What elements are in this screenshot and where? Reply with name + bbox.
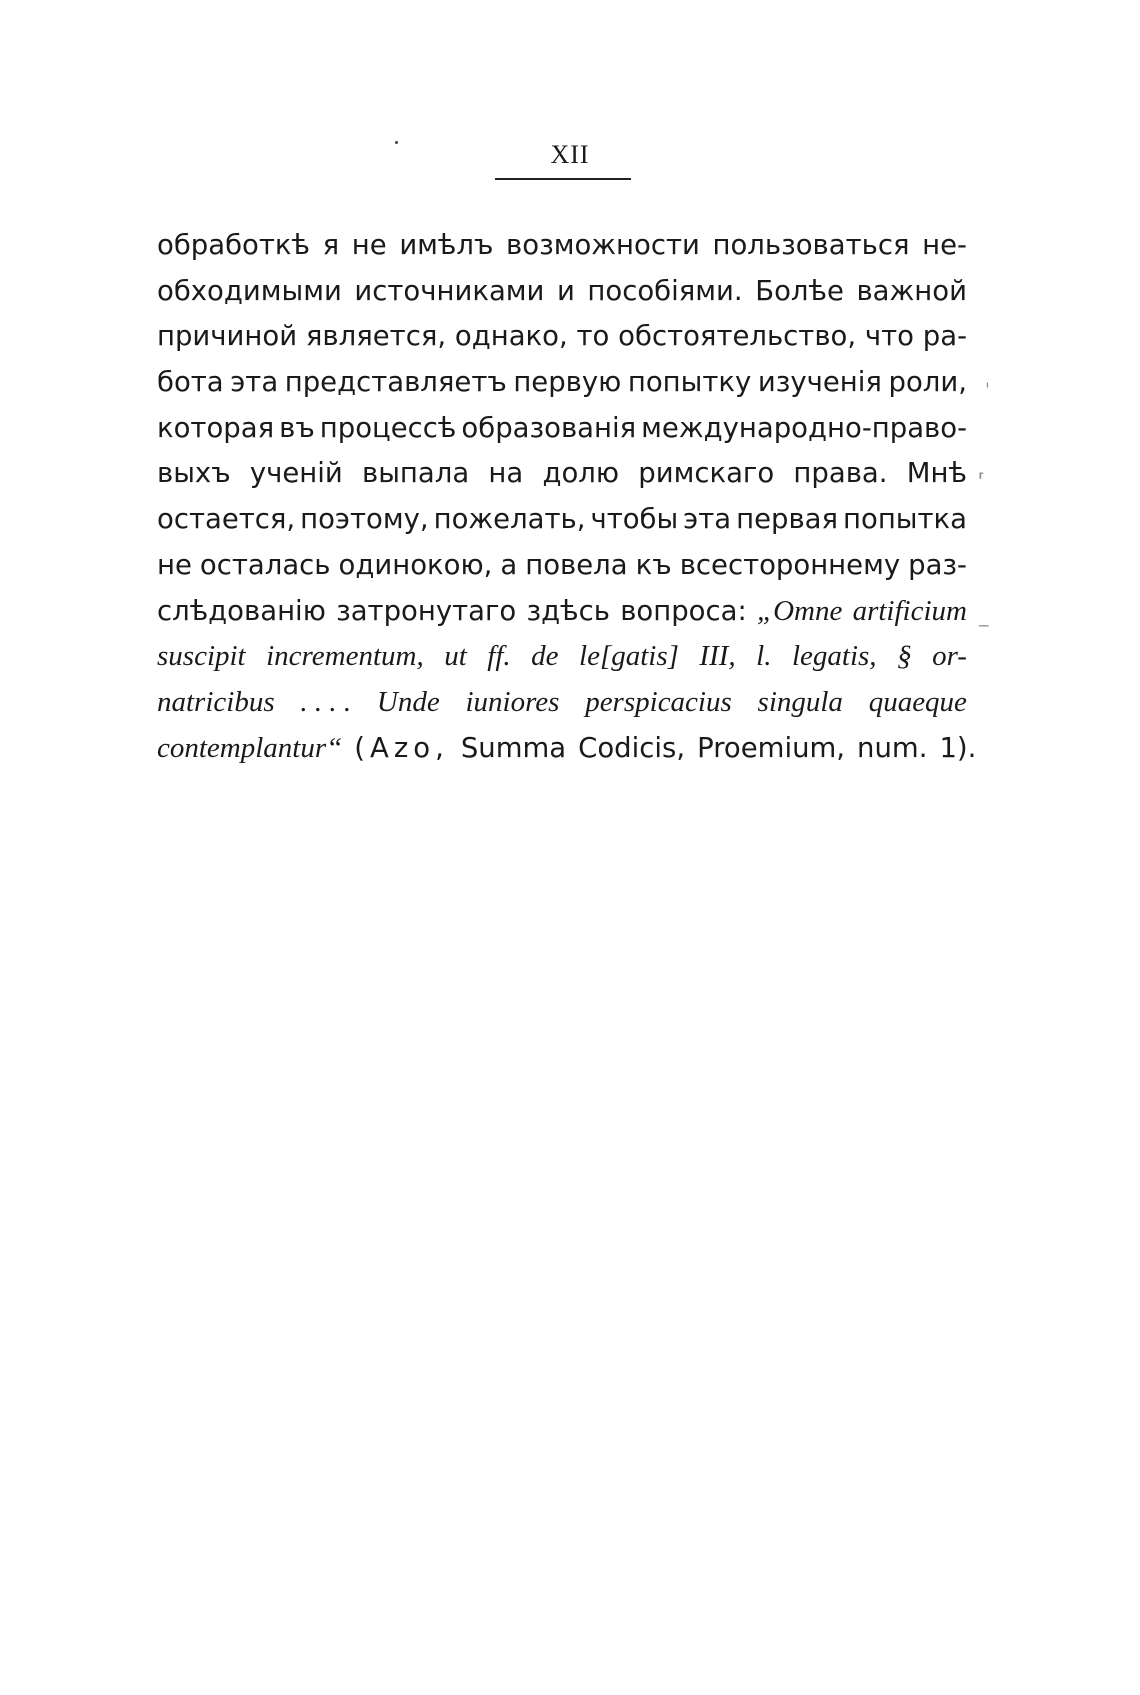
word: первую: [513, 366, 622, 399]
word: Codicis,: [578, 731, 686, 764]
word: долю: [542, 457, 620, 490]
body-paragraph: [157, 223, 977, 771]
word: эта: [230, 366, 279, 399]
latin-word: perspicacius: [585, 685, 732, 718]
text-line-10: [157, 634, 967, 680]
author-name: (Azo,: [354, 731, 449, 764]
text-line-5: [157, 406, 967, 452]
text-line-7: [157, 497, 967, 543]
word: является,: [305, 320, 447, 353]
latin-word: singula: [757, 685, 843, 718]
word: источниками: [354, 274, 545, 307]
latin-word: le[gatis]: [579, 640, 679, 673]
word: остается,: [157, 503, 296, 536]
word: имѣлъ: [399, 229, 494, 261]
word: 1).: [939, 731, 977, 764]
word: Proemium,: [697, 731, 846, 764]
word: къ: [635, 548, 672, 581]
word: эта: [683, 503, 732, 536]
word: чтобы: [590, 503, 679, 536]
word: слѣдованію: [157, 594, 326, 627]
word: однако,: [454, 320, 568, 353]
word: здѣсь: [526, 594, 610, 627]
latin-word: ut: [444, 640, 467, 673]
plain-lines: [157, 223, 967, 589]
word: изученія: [757, 366, 882, 399]
latin-word: iuniores: [465, 685, 560, 718]
word: не-: [922, 229, 967, 261]
text-line-8: [157, 543, 967, 589]
latin-word: artificium: [852, 594, 967, 627]
word: Мнѣ: [906, 457, 967, 490]
latin-word: incrementum,: [266, 640, 424, 673]
word: выпала: [362, 457, 470, 490]
word: возможности: [506, 229, 700, 261]
word: римскаго: [638, 457, 775, 490]
word: затронутаго: [336, 594, 517, 627]
latin-word: or-: [932, 640, 967, 673]
word: выхъ: [157, 457, 231, 490]
word: осталась: [199, 548, 331, 581]
word: Болѣе: [755, 274, 844, 307]
text-line-11: [157, 680, 967, 726]
word: повела: [525, 548, 628, 581]
word: пользоваться: [712, 229, 910, 261]
word: первая: [736, 503, 839, 536]
text-line-1: [157, 223, 967, 269]
word: обходимыми: [157, 274, 342, 307]
text-line-12: [157, 726, 977, 772]
ellipsis: . . . .: [300, 685, 352, 718]
latin-word: quaeque: [868, 685, 967, 718]
word: а: [500, 548, 518, 581]
word: пожелать,: [433, 503, 586, 536]
margin-tick-mark: ˈ: [985, 380, 990, 401]
page-number: XII: [550, 140, 590, 169]
latin-word: contemplantur“: [157, 731, 343, 764]
word: представляетъ: [284, 366, 507, 399]
word: роли,: [888, 366, 967, 399]
latin-word: „Omne: [756, 594, 843, 627]
word: и: [556, 274, 575, 307]
word: обработкѣ: [157, 229, 310, 261]
text-line-4: [157, 360, 967, 406]
text-line-9: [157, 589, 967, 635]
latin-word: III,: [699, 640, 736, 673]
latin-word: suscipit: [157, 640, 246, 673]
word: процессѣ: [319, 411, 457, 444]
word: пособіями.: [587, 274, 743, 307]
latin-word: Unde: [376, 685, 440, 718]
word: образованія: [461, 411, 637, 444]
word: причиной: [157, 320, 298, 353]
word: раз-: [908, 548, 967, 581]
word: попытку: [627, 366, 752, 399]
word: ученій: [249, 457, 343, 490]
word: не: [157, 548, 192, 581]
word: поэтому,: [300, 503, 429, 536]
latin-word: ff.: [487, 640, 511, 673]
word: ра-: [922, 320, 967, 353]
word: не: [351, 229, 387, 261]
word: на: [488, 457, 524, 490]
word: попытка: [843, 503, 967, 536]
word: которая: [157, 411, 275, 444]
word: вопроса:: [620, 594, 747, 627]
word: бота: [157, 366, 224, 399]
latin-word: natricibus: [157, 685, 275, 718]
latin-word: §: [897, 640, 912, 673]
word: что: [864, 320, 914, 353]
latin-word: legatis,: [791, 640, 877, 673]
word: я: [322, 229, 340, 261]
word: въ: [279, 411, 315, 444]
word: важной: [856, 274, 967, 307]
text-line-2: [157, 269, 967, 315]
word: всестороннему: [679, 548, 901, 581]
word: Summa: [460, 731, 567, 764]
margin-pencil-mark: ⸢: [978, 470, 986, 491]
word: num.: [857, 731, 928, 764]
margin-dash-mark: ‒: [978, 615, 990, 636]
word: обстоятельство,: [618, 320, 857, 353]
latin-word: l.: [756, 640, 772, 673]
word: международно-право-: [641, 411, 967, 444]
header-rule: [495, 178, 631, 180]
latin-word: de: [531, 640, 559, 673]
word: одинокою,: [338, 548, 493, 581]
word: права.: [793, 457, 888, 490]
text-line-3: [157, 314, 967, 360]
word: то: [576, 320, 610, 353]
text-line-6: [157, 451, 967, 497]
